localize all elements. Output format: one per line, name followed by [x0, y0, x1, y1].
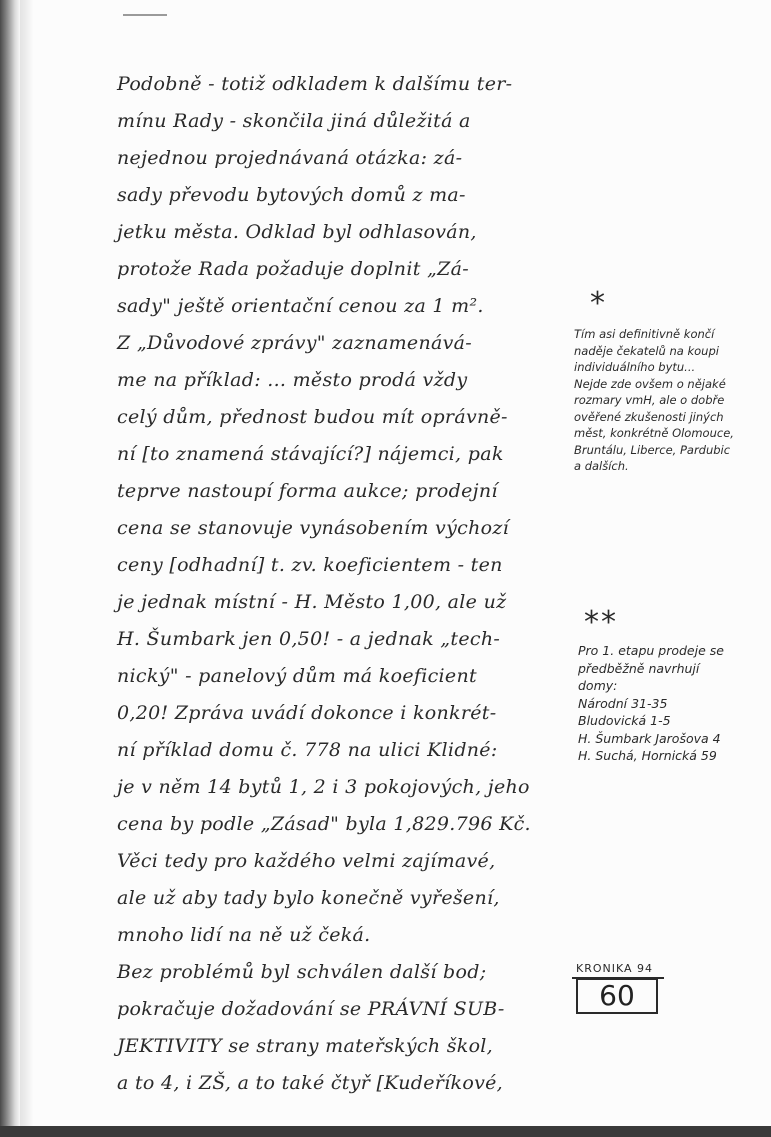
note-line: naděje čekatelů na koupi: [574, 343, 719, 358]
scan-edge: [0, 1126, 771, 1137]
note-line: domy:: [578, 678, 618, 693]
note-line: měst, konkrétně Olomouce,: [574, 426, 734, 440]
page-number: 60: [576, 978, 658, 1014]
text-line: ní [to znamená stávající?] nájemci, pak: [117, 443, 504, 465]
note-line: předběžně navrhují: [578, 660, 700, 676]
note-line: Národní 31-35: [578, 695, 668, 711]
text-line: 0,20! Zpráva uvádí dokonce i konkrét-: [117, 702, 497, 724]
note-line: individuálního bytu...: [574, 360, 696, 374]
text-line: teprve nastoupí forma aukce; prodejní: [117, 480, 498, 502]
text-line: mnoho lidí na ně už čeká.: [117, 924, 371, 946]
text-line: je jednak místní - H. Město 1,00, ale už: [117, 591, 507, 613]
note-line: a dalších.: [574, 459, 629, 473]
footnote-marker: *: [590, 286, 605, 321]
text-line: pokračuje dožadování se PRÁVNÍ SUB-: [117, 998, 505, 1020]
note-line: Pro 1. etapu prodeje se: [578, 643, 724, 658]
note-line: Nejde zde ovšem o nějaké: [574, 376, 726, 391]
footnote-marker: **: [584, 605, 618, 640]
note-line: H. Suchá, Hornická 59: [578, 748, 717, 763]
text-line: nejednou projednávaná otázka: zá-: [117, 147, 463, 169]
note-line: rozmary vmH, ale o dobře: [574, 393, 725, 407]
note-line: Tím asi definitivně končí: [574, 327, 715, 341]
text-line: Z „Důvodové zprávy" zaznamenává-: [117, 332, 472, 354]
chronicle-label: KRONIKA 94: [576, 962, 654, 975]
text-line: sady" ještě orientační cenou za 1 m².: [117, 295, 484, 317]
margin-note-1: [574, 288, 770, 475]
text-line: sady převodu bytových domů z ma-: [117, 184, 466, 206]
text-line: me na příklad: ... město prodá vždy: [117, 369, 468, 391]
text-line: Bez problémů byl schválen další bod;: [117, 961, 487, 983]
note-line: Bludovická 1-5: [578, 713, 671, 728]
text-line: JEKTIVITY se strany mateřských škol,: [117, 1035, 494, 1057]
book-spine-shadow: [0, 0, 20, 1137]
top-mark: [123, 14, 167, 16]
text-line: ceny [odhadní] t. zv. koeficientem - ten: [117, 554, 503, 576]
text-line: je v něm 14 bytů 1, 2 i 3 pokojových, jeho: [117, 776, 530, 798]
text-line: jetku města. Odklad byl odhlasován,: [117, 221, 477, 243]
note-line: Bruntálu, Liberce, Pardubic: [574, 442, 731, 457]
text-line: celý dům, přednost budou mít oprávně-: [117, 406, 508, 428]
text-line: Věci tedy pro každého velmi zajímavé,: [117, 850, 496, 872]
main-text-block: [117, 66, 572, 1102]
note-line: H. Šumbark Jarošova 4: [578, 730, 721, 746]
text-line: ale už aby tady bylo konečně vyřešení,: [117, 887, 500, 909]
gutter-shadow: [20, 0, 34, 1137]
text-line: mínu Rady - skončila jiná důležitá a: [117, 110, 471, 132]
text-line: nický" - panelový dům má koeficient: [117, 665, 477, 687]
text-line: a to 4, i ZŠ, a to také čtyř [Kudeříkové,: [117, 1072, 504, 1094]
text-line: protože Rada požaduje doplnit „Zá-: [117, 258, 469, 280]
text-line: cena se stanovuje vynásobením výchozí: [117, 517, 510, 539]
text-line: H. Šumbark jen 0,50! - a jednak „tech-: [117, 628, 501, 650]
text-line: cena by podle „Zásad" byla 1,829.796 Kč.: [117, 813, 531, 835]
text-line: ní příklad domu č. 778 na ulici Klidné:: [117, 739, 498, 761]
margin-note-2: [578, 607, 768, 765]
text-line: Podobně - totiž odkladem k dalšímu ter-: [117, 73, 513, 95]
note-line: ověřené zkušenosti jiných: [574, 409, 724, 424]
